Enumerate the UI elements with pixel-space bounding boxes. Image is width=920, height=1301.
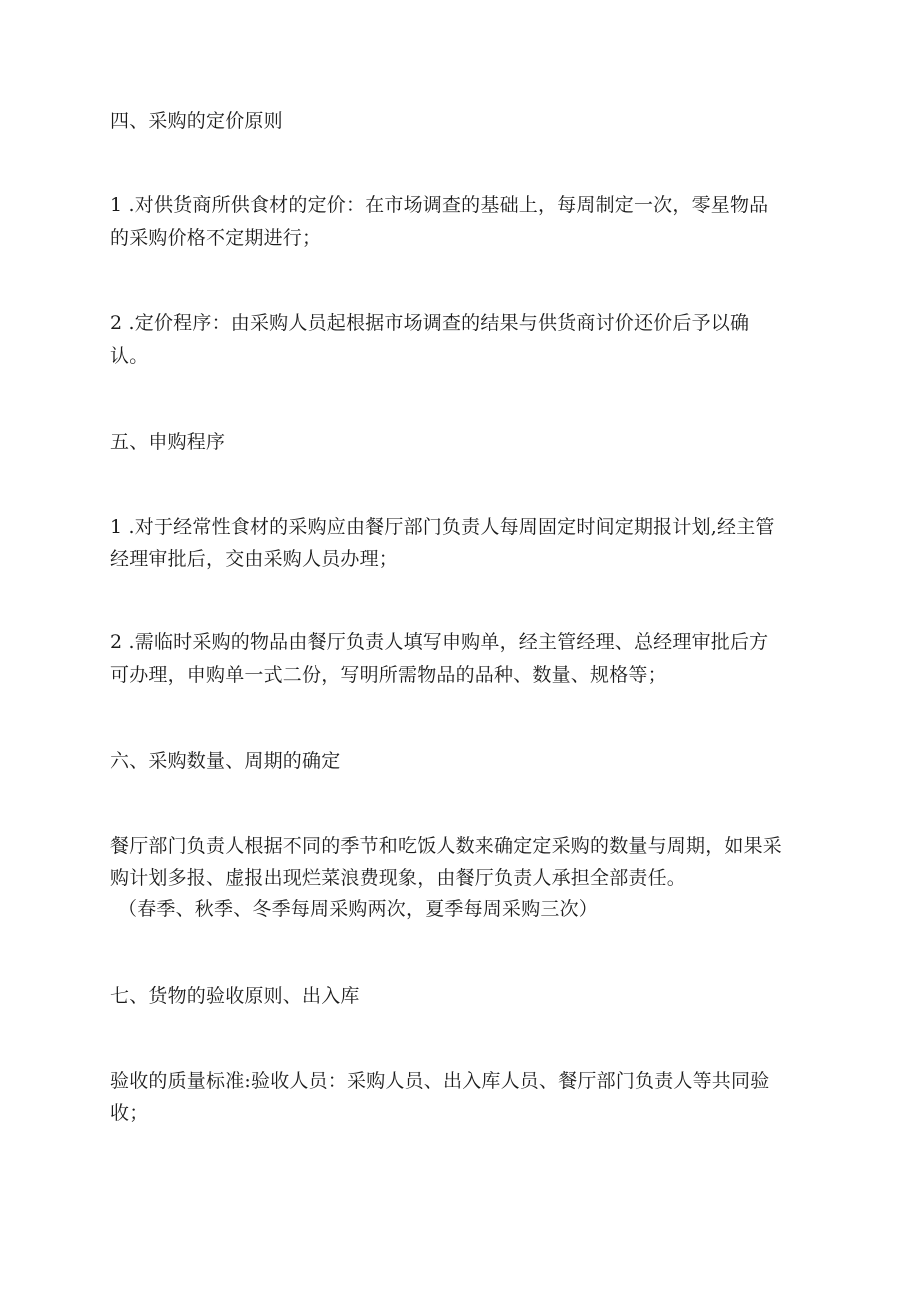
section-6-paragraph-line-2: 购计划多报、虚报出现烂菜浪费现象，由餐厅负责人承担全部责任。: [110, 867, 687, 889]
section-4-item-2-line-2: 认。: [110, 345, 149, 367]
section-5-heading: 五、申购程序: [110, 431, 226, 453]
section-4-heading: 四、采购的定价原则: [110, 110, 283, 132]
section-7-heading: 七、货物的验收原则、出入库: [110, 985, 360, 1007]
section-7-paragraph-line-1: 验收的质量标准:验收人员：采购人员、出入库人员、餐厅部门负责人等共同验: [110, 1070, 770, 1092]
section-7-paragraph-line-2: 收；: [110, 1102, 149, 1124]
section-5-item-1-line-1: 1 .对于经常性食材的采购应由餐厅部门负责人每周固定时间定期报计划,经主管: [110, 516, 775, 538]
section-5-item-1-line-2: 经理审批后，交由采购人员办理；: [110, 548, 399, 570]
section-5-item-2-line-1: 2 .需临时采购的物品由餐厅负责人填写申购单，经主管经理、总经理审批后方: [110, 631, 769, 653]
section-4-item-1-line-2: 的采购价格不定期进行；: [110, 227, 322, 249]
section-4-item-1-line-1: 1 .对供货商所供食材的定价：在市场调查的基础上，每周制定一次，零星物品: [110, 194, 769, 216]
section-4-item-2-line-1: 2 .定价程序：由采购人员起根据市场调查的结果与供货商讨价还价后予以确: [110, 312, 750, 334]
section-6-heading: 六、采购数量、周期的确定: [110, 750, 341, 772]
section-5-item-2-line-2: 可办理，申购单一式二份，写明所需物品的品种、数量、规格等；: [110, 664, 667, 686]
section-6-paragraph-line-1: 餐厅部门负责人根据不同的季节和吃饭人数来确定定采购的数量与周期，如果采: [110, 835, 783, 857]
section-6-paragraph-line-3: （春季、秋季、冬季每周采购两次，夏季每周采购三次）: [118, 898, 599, 920]
